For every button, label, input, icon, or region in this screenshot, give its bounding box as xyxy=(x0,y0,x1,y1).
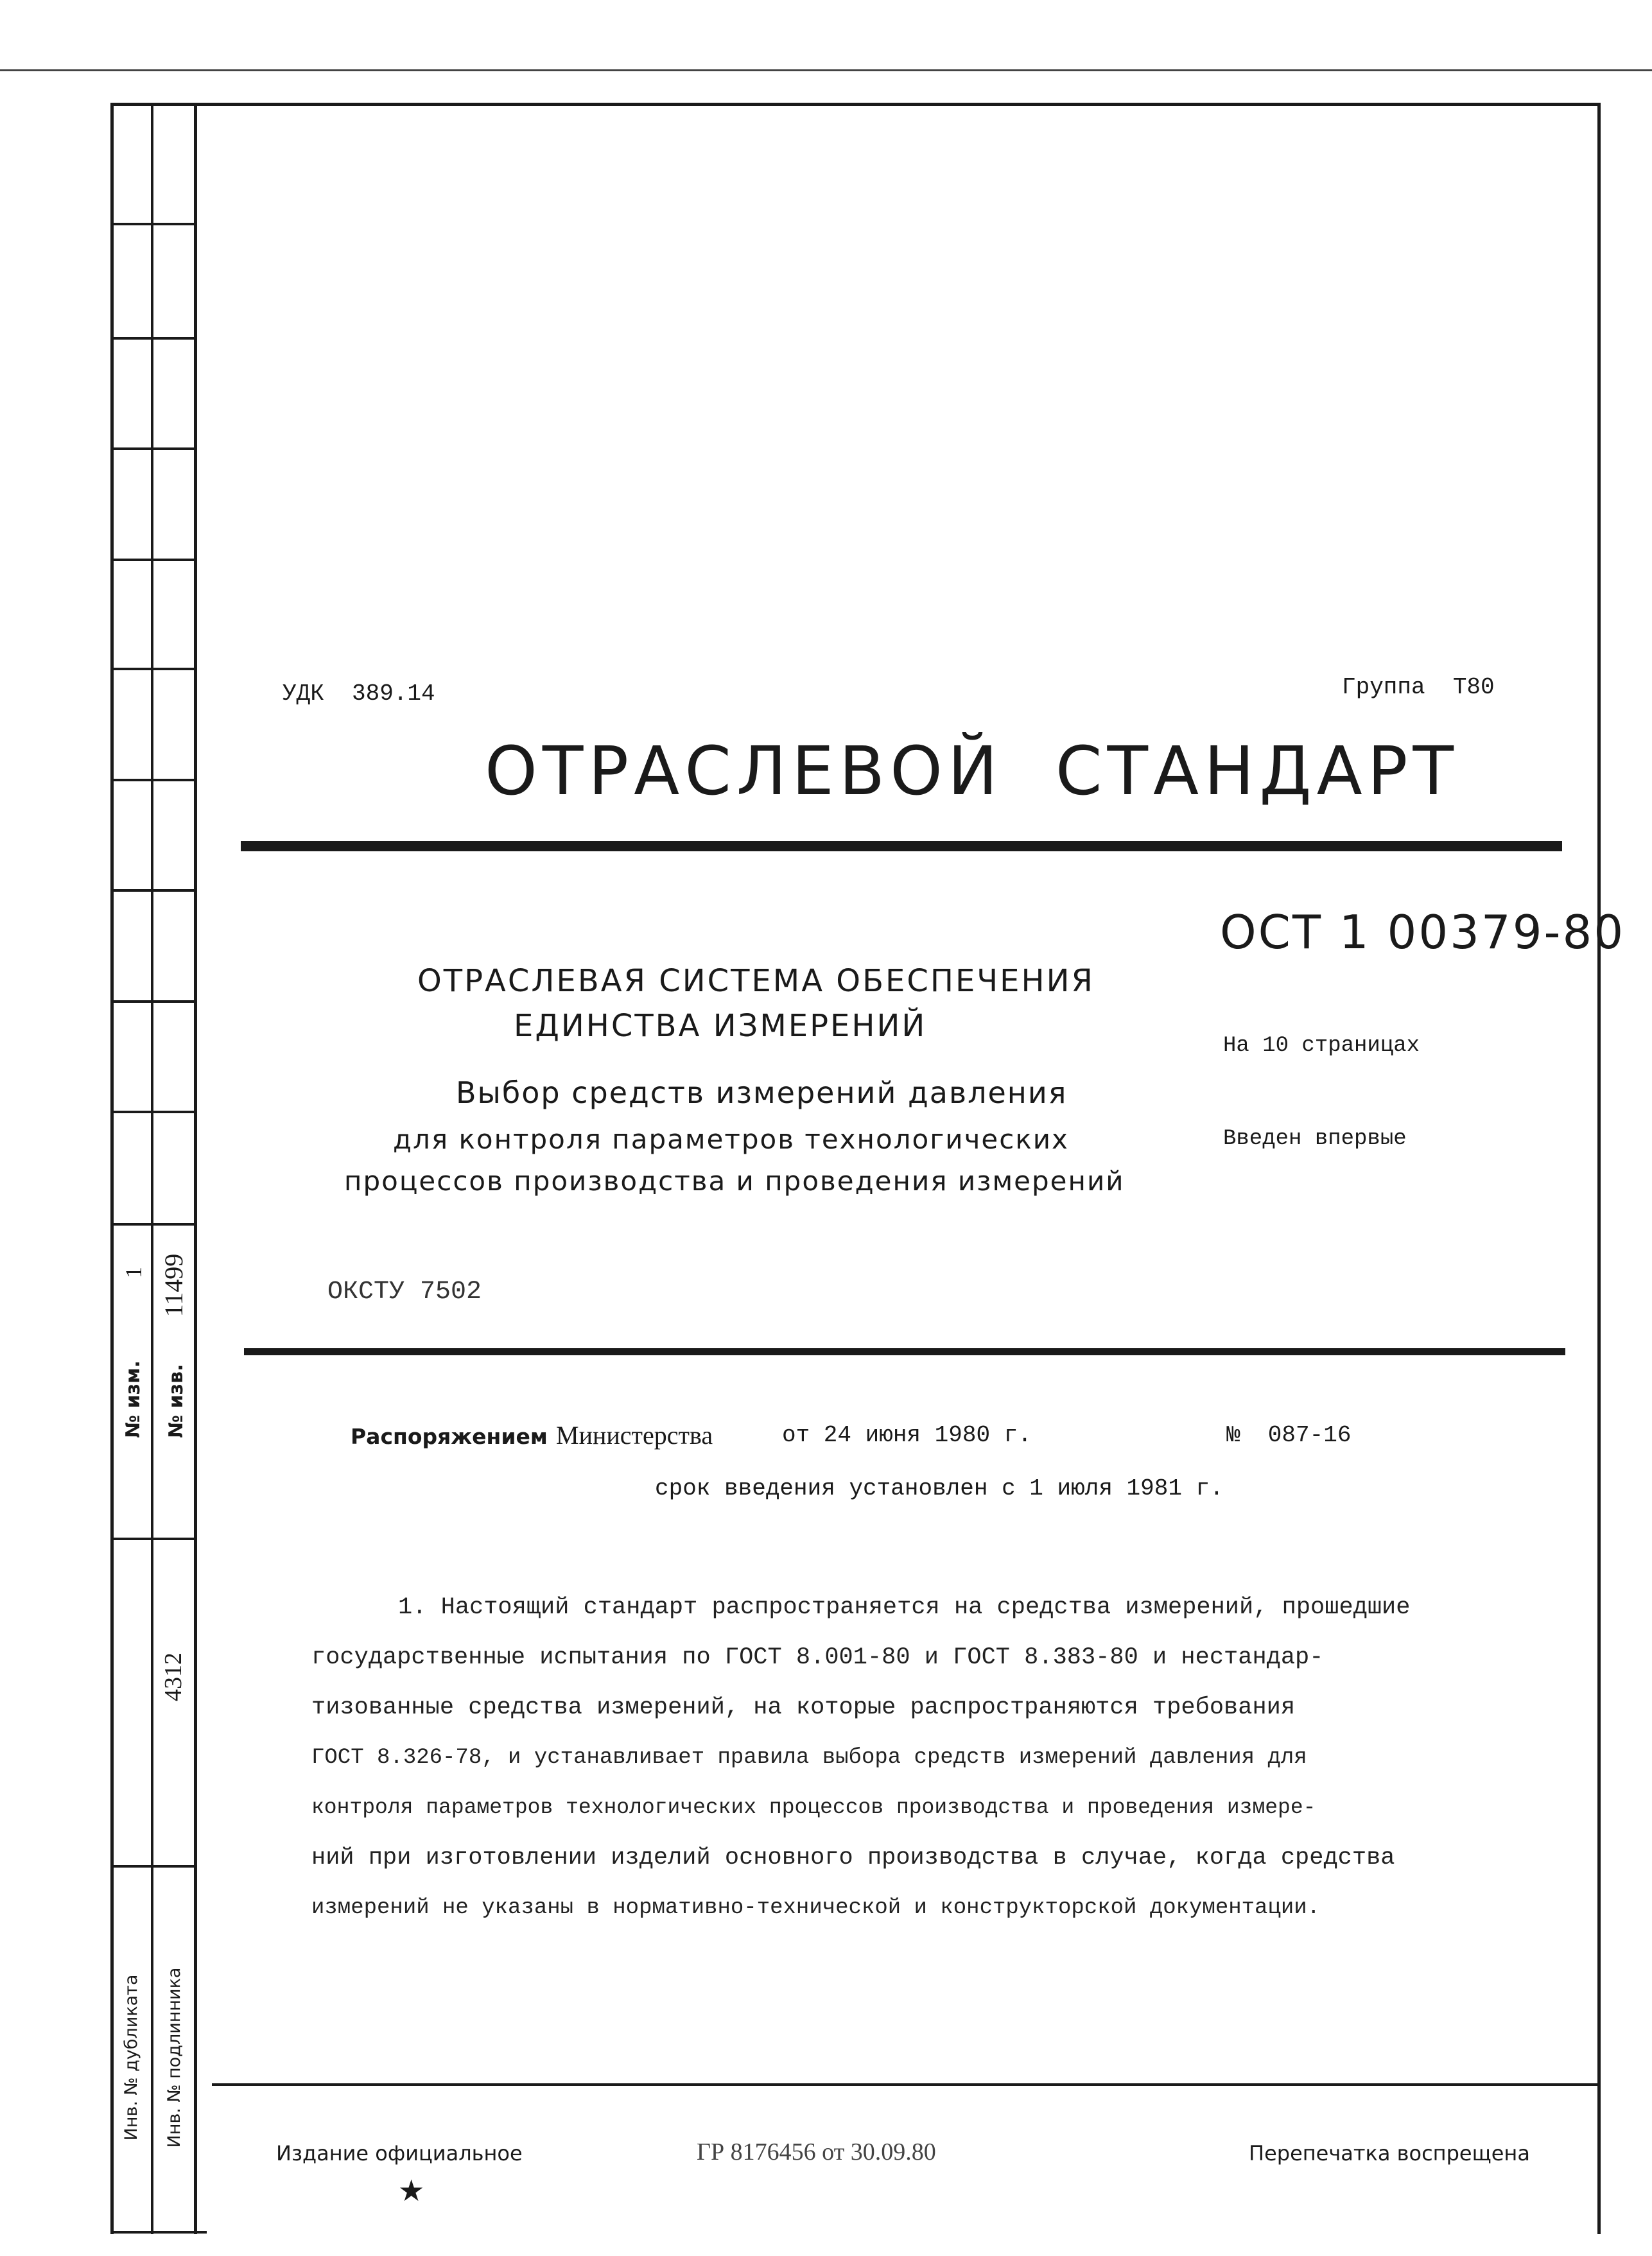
order-date: от 24 июня 1980 г. xyxy=(782,1422,1032,1448)
change-number-label: № изм. xyxy=(122,1360,144,1438)
footer-rule xyxy=(212,2083,1599,2086)
stamp-column-divider-1 xyxy=(151,103,153,2234)
notice-number-value: 11499 xyxy=(159,1253,188,1317)
ministry-label: Министерства xyxy=(556,1421,713,1450)
udk-code: УДК 389.14 xyxy=(283,681,435,707)
stamp-rule xyxy=(110,447,195,450)
stamp-rule xyxy=(110,779,195,781)
document-type-title: ОТРАСЛЕВОЙ СТАНДАРТ xyxy=(485,732,1459,810)
paragraph-line: государственные испытания по ГОСТ 8.001-80 и ГОСТ 8.383-80 и нестандар- xyxy=(311,1644,1324,1671)
introduction-note: Введен впервые xyxy=(1223,1127,1407,1151)
okstu-code: ОКСТУ 7502 xyxy=(327,1278,482,1306)
star-mark: ★ xyxy=(398,2173,425,2208)
stamp-rule xyxy=(110,223,195,225)
stamp-rule xyxy=(110,1111,195,1113)
system-name-line-1: ОТРАСЛЕВАЯ СИСТЕМА ОБЕСПЕЧЕНИЯ xyxy=(417,963,1095,999)
frame-top-border xyxy=(110,103,1600,106)
stamp-column-divider-2 xyxy=(194,103,197,2234)
scope-paragraph xyxy=(311,1583,1570,1933)
order-label: Распоряжением xyxy=(351,1424,548,1449)
original-inventory-label: Инв. № подлинника xyxy=(164,1967,184,2148)
standard-title-line-3: процессов производства и проведения измерений xyxy=(344,1165,1125,1197)
page-count: На 10 страницах xyxy=(1223,1034,1420,1058)
stamp-rule xyxy=(110,1538,195,1540)
duplicate-inventory-label: Инв. № дубликата xyxy=(121,1974,141,2141)
frame-bottom-border xyxy=(110,2231,207,2234)
top-heavy-rule xyxy=(241,841,1562,851)
notice-number-label: № изв. xyxy=(165,1364,187,1438)
top-margin-line xyxy=(0,69,1652,71)
standard-title-line-2: для контроля параметров технологических xyxy=(393,1124,1069,1155)
system-name-line-2: ЕДИНСТВА ИЗМЕРЕНИЙ xyxy=(514,1008,927,1044)
standard-number: ОСТ 1 00379-80 xyxy=(1220,905,1626,959)
order-number: № 087-16 xyxy=(1226,1422,1352,1448)
original-inventory-value: 4312 xyxy=(160,1653,187,1701)
paragraph-line: тизованные средства измерений, на которые распространяются требования xyxy=(311,1694,1296,1721)
reprint-notice: Перепечатка воспрещена xyxy=(1249,2141,1530,2165)
stamp-rule xyxy=(110,1865,195,1868)
official-edition-label: Издание официальное xyxy=(276,2141,523,2165)
stamp-rule xyxy=(110,668,195,670)
stamp-rule xyxy=(110,889,195,892)
frame-left-border xyxy=(110,103,114,2234)
effective-date: срок введения установлен с 1 июля 1981 г. xyxy=(655,1475,1224,1502)
second-heavy-rule xyxy=(244,1348,1565,1355)
stamp-rule xyxy=(110,1000,195,1003)
frame-right-border xyxy=(1597,103,1601,2234)
paragraph-line: измерений не указаны в нормативно-технической и конструкторской документации. xyxy=(311,1896,1321,1920)
paragraph-line: контроля параметров технологических процессов производства и проведения измере- xyxy=(311,1796,1316,1819)
standard-title-line-1: Выбор средств измерений давления xyxy=(456,1075,1068,1110)
change-number-value: 1 xyxy=(121,1267,146,1278)
classification-group: Группа Т80 xyxy=(1342,674,1495,700)
paragraph-line: 1. Настоящий стандарт распространяется на средства измерений, прошедшие xyxy=(398,1594,1411,1621)
paragraph-line: ний при изготовлении изделий основного производства в случае, когда средства xyxy=(311,1844,1395,1871)
stamp-rule xyxy=(110,559,195,561)
stamp-rule xyxy=(110,1223,195,1226)
stamp-rule xyxy=(110,337,195,340)
registration-number: ГР 8176456 от 30.09.80 xyxy=(697,2139,936,2165)
paragraph-line: ГОСТ 8.326-78, и устанавливает правила выбора средств измерений давления для xyxy=(311,1746,1307,1770)
